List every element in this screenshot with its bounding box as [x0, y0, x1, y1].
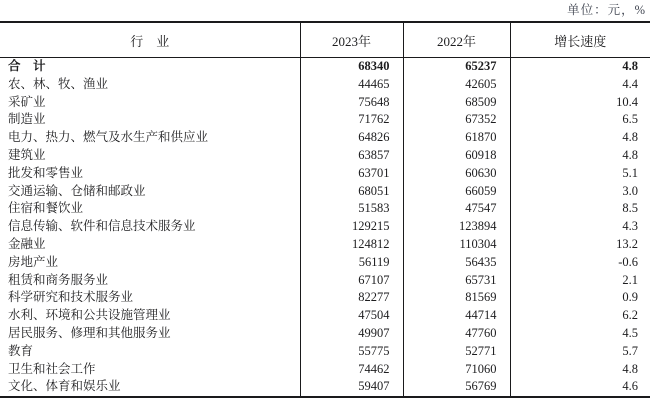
table-row [0, 147, 650, 165]
cell-y2023: 68051 [300, 183, 403, 201]
cell-growth: 4.6 [622, 379, 638, 394]
cell-industry: 文化、体育和娱乐业 [0, 378, 300, 397]
cell-y2022: 67352 [403, 111, 510, 129]
cell-industry: 科学研究和技术服务业 [0, 289, 300, 307]
cell-growth: 4.5 [622, 325, 638, 340]
cell-y2023: 129215 [300, 218, 403, 236]
table-row [0, 361, 650, 379]
table-header [0, 22, 650, 58]
cell-industry: 租赁和商务服务业 [0, 272, 300, 290]
table-row [0, 76, 650, 94]
cell-y2022: 123894 [403, 218, 510, 236]
cell-growth: 4.4 [622, 76, 638, 91]
cell-industry: 居民服务、修理和其他服务业 [0, 325, 300, 343]
table-body [0, 58, 650, 398]
table-row [0, 307, 650, 325]
cell-industry: 金融业 [0, 236, 300, 254]
cell-growth: 5.1 [622, 165, 638, 180]
table-row [0, 218, 650, 236]
cell-industry: 合 计 [0, 58, 300, 76]
cell-y2022: 65731 [403, 272, 510, 290]
table-row [0, 183, 650, 201]
cell-growth: 4.8 [622, 130, 638, 145]
cell-industry: 采矿业 [0, 94, 300, 112]
cell-y2023: 75648 [300, 94, 403, 112]
cell-y2023: 124812 [300, 236, 403, 254]
cell-y2023: 47504 [300, 307, 403, 325]
cell-y2022: 60918 [403, 147, 510, 165]
cell-y2023: 51583 [300, 200, 403, 218]
cell-y2022: 65237 [403, 58, 510, 76]
cell-y2023: 82277 [300, 289, 403, 307]
cell-y2023: 67107 [300, 272, 403, 290]
table-row [0, 289, 650, 307]
cell-growth: 0.9 [622, 290, 638, 305]
cell-y2023: 56119 [300, 254, 403, 272]
cell-y2023: 64826 [300, 129, 403, 147]
cell-industry: 制造业 [0, 111, 300, 129]
cell-growth: 4.3 [622, 219, 638, 234]
cell-industry: 信息传输、软件和信息技术服务业 [0, 218, 300, 236]
cell-y2023: 63701 [300, 165, 403, 183]
table-row [0, 58, 650, 76]
cell-growth: 4.8 [622, 59, 638, 73]
cell-y2022: 47760 [403, 325, 510, 343]
cell-y2023: 55775 [300, 343, 403, 361]
table-row [0, 94, 650, 112]
cell-y2022: 56769 [403, 378, 510, 397]
cell-y2022: 42605 [403, 76, 510, 94]
table-row [0, 129, 650, 147]
cell-y2022: 60630 [403, 165, 510, 183]
table-row [0, 378, 650, 397]
cell-growth: 8.5 [622, 201, 638, 216]
cell-y2023: 68340 [300, 58, 403, 76]
cell-growth: 6.5 [622, 112, 638, 127]
cell-industry: 住宿和餐饮业 [0, 200, 300, 218]
cell-y2022: 68509 [403, 94, 510, 112]
cell-growth: 4.8 [622, 147, 638, 162]
table-row [0, 343, 650, 361]
table-row [0, 236, 650, 254]
cell-growth: 2.1 [622, 272, 638, 287]
cell-y2023: 44465 [300, 76, 403, 94]
cell-y2022: 47547 [403, 200, 510, 218]
cell-y2022: 56435 [403, 254, 510, 272]
cell-growth: 6.2 [622, 308, 638, 323]
column-header-2023: 2023年 [300, 22, 403, 58]
cell-industry: 批发和零售业 [0, 165, 300, 183]
column-header-industry: 行 业 [0, 22, 300, 58]
cell-growth: 4.8 [622, 361, 638, 376]
table-row [0, 272, 650, 290]
column-header-growth: 增长速度 [510, 22, 650, 58]
cell-y2023: 74462 [300, 361, 403, 379]
cell-y2022: 110304 [403, 236, 510, 254]
table-row [0, 165, 650, 183]
header-row [0, 22, 650, 58]
unit-label: 单位：元，% [567, 3, 646, 17]
cell-y2022: 44714 [403, 307, 510, 325]
cell-y2023: 49907 [300, 325, 403, 343]
cell-growth: 13.2 [616, 236, 638, 251]
cell-y2023: 59407 [300, 378, 403, 397]
cell-industry: 电力、热力、燃气及水生产和供应业 [0, 129, 300, 147]
table-row [0, 111, 650, 129]
cell-y2022: 52771 [403, 343, 510, 361]
table-row [0, 325, 650, 343]
cell-growth: 10.4 [616, 94, 638, 109]
cell-industry: 房地产业 [0, 254, 300, 272]
cell-growth: 3.0 [622, 183, 638, 198]
cell-industry: 建筑业 [0, 147, 300, 165]
table-row [0, 200, 650, 218]
column-header-2022: 2022年 [403, 22, 510, 58]
cell-growth: 5.7 [622, 343, 638, 358]
cell-industry: 交通运输、仓储和邮政业 [0, 183, 300, 201]
cell-industry: 卫生和社会工作 [0, 361, 300, 379]
cell-growth: -0.6 [618, 254, 638, 269]
cell-y2022: 61870 [403, 129, 510, 147]
cell-y2023: 71762 [300, 111, 403, 129]
cell-industry: 水利、环境和公共设施管理业 [0, 307, 300, 325]
table-row [0, 254, 650, 272]
cell-y2022: 81569 [403, 289, 510, 307]
cell-industry: 农、林、牧、渔业 [0, 76, 300, 94]
cell-y2023: 63857 [300, 147, 403, 165]
industry-wage-table [0, 21, 650, 398]
cell-y2022: 71060 [403, 361, 510, 379]
cell-industry: 教育 [0, 343, 300, 361]
cell-y2022: 66059 [403, 183, 510, 201]
